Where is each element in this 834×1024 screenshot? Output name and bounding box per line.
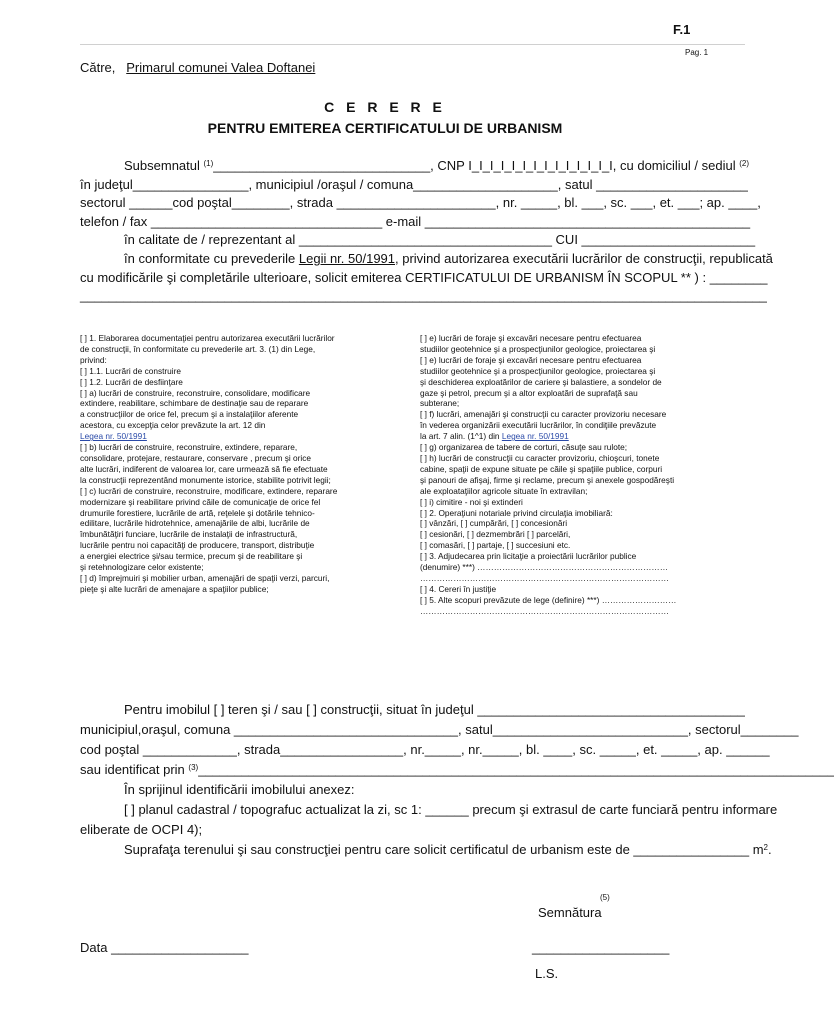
law-link[interactable]: Legea nr. 50/1991	[501, 431, 569, 442]
footnote-2: (2)	[739, 159, 750, 168]
purpose-item: [ ] cesionări, [ ] dezmembrări [ ] parcelări,	[420, 529, 571, 540]
purpose-item: subterane;	[420, 398, 460, 409]
footnote-3: (3)	[188, 763, 199, 772]
purpose-item: extindere, reabilitare, schimbare de destinaţie sau de reparare	[80, 398, 309, 409]
law-link[interactable]: Legii nr. 50/1991	[298, 250, 396, 266]
recipient-name: Primarul comunei Valea Doftanei	[126, 60, 316, 75]
purpose-item: şi deschiderea exploatărilor de cariere şi balastiere, a sondelor de	[420, 376, 662, 387]
purpose-item: studiilor geotehnice şi a prospecţiunilor geologice, proiectarea şi	[420, 343, 656, 354]
purpose-item: [ ] h) lucrări de construcţii cu caracter provizoriu, chioşcuri, tonete	[420, 452, 660, 463]
purpose-item: [ ] e) lucrări de foraje şi excavări necesare pentru efectuarea	[420, 354, 642, 365]
purpose-item: la construcţii reprezentând monumente istorice, stabilite potrivit legii;	[80, 474, 331, 485]
applicant-name-label: Subsemnatul	[124, 158, 204, 173]
purpose-item: [ ] 1.1. Lucrări de construire	[80, 365, 181, 376]
purpose-item: [ ] vânzări, [ ] cumpărări, [ ] concesionări	[420, 518, 568, 529]
purpose-item: [ ] b) lucrări de construire, reconstruire, extindere, reparare,	[80, 442, 298, 453]
purpose-item: [ ] 1. Elaborarea documentaţiei pentru autorizarea executării lucrărilor	[80, 333, 335, 343]
property-line-8	[80, 840, 772, 860]
document-title: C E R E R E	[324, 99, 446, 115]
applicant-cnp: ______________________________, CNP I_I_I_I_I_I_I_I_I_I_I_I_I_I, cu domiciliul / sediul	[213, 158, 740, 173]
applicant-line-2: în judeţul________________, municipiul /oraşul / comuna____________________, satul _____________________	[80, 176, 748, 192]
purpose-item: şi retehnologizare celor existente;	[80, 562, 204, 573]
applicant-line-7: cu modificările şi completările ulterioare, solicit emiterea CERTIFICATULUI DE URBANISM ÎN SCOPUL ** ) : ________	[80, 269, 768, 285]
applicant-line-8: _______________________________________________________________________________________________	[80, 288, 767, 304]
purpose-item: [ ] c) lucrări de construire, reconstruire, modificare, extindere, reparare	[80, 485, 338, 496]
seal-label: L.S.	[535, 966, 559, 981]
purpose-item: [ ] 1.2. Lucrări de desfiinţare	[80, 376, 183, 387]
surface-label: Suprafaţa terenului şi sau construcţiei pentru care solicit certificatul de urbanism este de ________________ m	[124, 842, 764, 857]
purpose-item: [ ] a) lucrări de construire, reconstruire, consolidare, modificare	[80, 387, 311, 398]
property-section	[80, 700, 834, 860]
document-subtitle: PENTRU EMITEREA CERTIFICATULUI DE URBANISM	[207, 120, 563, 136]
purpose-item: studiilor geotehnice şi a prospecţiunilor geologice, proiectarea şi	[420, 365, 656, 376]
law-suffix: , privind autorizarea executării lucrărilor de construcţii, republicată	[395, 250, 773, 266]
form-code: F.1	[673, 22, 691, 37]
square-superscript: 2	[763, 843, 768, 852]
purpose-item: modernizare şi reabilitare privind căile de comunicaţie de orice fel	[80, 496, 321, 507]
applicant-line-3: sectorul ______cod poştal________, strada ______________________, nr. _____, bl. ___, sc. ___, et. ___; ap. ____,	[80, 195, 761, 211]
purposes-left-column	[80, 333, 405, 595]
purpose-item: consolidare, protejare, restaurare, conservare , precum şi orice	[80, 452, 312, 463]
surface-period: .	[768, 842, 772, 857]
purpose-item: a construcţiilor de orice fel, precum şi a instalaţiilor aferente	[80, 409, 299, 420]
purpose-item: de construcţii, în conformitate cu prevederile art. 3. (1) din Lege,	[80, 343, 316, 354]
property-line-7: eliberate de OCPI 4);	[80, 822, 203, 837]
page-number: Pag. 1	[685, 48, 709, 57]
applicant-section	[80, 157, 773, 306]
law-link[interactable]: Legea nr. 50/1991	[80, 431, 147, 442]
purpose-item: şi panouri de afişaj, firme şi reclame, precum şi anexele gospodăreşti	[420, 474, 675, 485]
purpose-item: ………………………………………………………………………………	[420, 572, 669, 583]
purpose-item: îmbunătăţiri funciare, lucrările de instalaţii de infrastructură,	[80, 529, 298, 540]
recipient-line	[80, 60, 315, 75]
purpose-item: [ ] f) lucrări, amenajări şi construcţii cu caracter provizoriu necesare	[420, 409, 667, 420]
date-field: Data ___________________	[80, 940, 249, 955]
identified-by-blank: ________________________________________________________________________________________	[198, 762, 834, 777]
property-line-4	[80, 760, 834, 780]
purpose-item: lucrările pentru noi capacităţi de producere, transport, distribuţie	[80, 540, 315, 551]
property-line-5: În sprijinul identificării imobilului anexez:	[124, 782, 355, 797]
applicant-line-4: telefon / fax ________________________________ e-mail _____________________________________________	[80, 213, 751, 229]
purpose-item: [ ] 4. Cereri în justiţie	[420, 583, 497, 594]
purpose-item: [ ] comasări, [ ] partaje, [ ] succesiuni etc.	[420, 540, 571, 551]
purpose-item: acestora, cu excepţia celor prevăzute la art. 12 din	[80, 420, 266, 431]
purpose-item: pieţe şi alte lucrări de amenajare a spaţiilor publice;	[80, 583, 269, 594]
purpose-item: edilitare, lucrările hidrotehnice, amenajările de albi, lucrările de	[80, 518, 310, 529]
applicant-line-6	[80, 250, 773, 269]
purpose-item	[420, 431, 750, 442]
signature-label: Semnătura	[538, 905, 602, 920]
property-line-2: municipiul,oraşul, comuna _______________________________, satul___________________________, sectorul________	[80, 722, 799, 737]
property-line-1: Pentru imobilul [ ] teren şi / sau [ ] construcţii, situat în judeţul _____________________________________	[124, 702, 745, 717]
property-line-6: [ ] planul cadastral / topografuc actualizat la zi, sc 1: ______ precum şi extrasul de carte funciară pentru informare	[124, 802, 778, 817]
purpose-item: drumurile forestiere, lucrările de artă, reţelele şi dotările tehnico-	[80, 507, 315, 518]
footnote-5: (5)	[600, 893, 610, 902]
purpose-item: [ ] e) lucrări de foraje şi excavări necesare pentru efectuarea	[420, 333, 642, 343]
purpose-item: ………………………………………………………………………………	[420, 605, 669, 616]
footnote-1: (1)	[203, 159, 214, 168]
purpose-item: alte lucrări, indiferent de valoarea lor, care urmează să fie efectuate	[80, 463, 328, 474]
purpose-item: [ ] 2. Operaţiuni notariale privind circulaţia imobiliară:	[420, 507, 613, 518]
applicant-line-1	[80, 157, 748, 176]
identified-by-label: sau identificat prin	[80, 762, 189, 777]
to-label: Către,	[80, 60, 116, 75]
law-prefix: în conformitate cu prevederile	[124, 250, 299, 266]
purpose-item: a energiei electrice şi/sau termice, precum şi de reabilitare şi	[80, 551, 303, 562]
purpose-item: gaze şi petrol, precum şi a altor exploatări de suprafaţă sau	[420, 387, 638, 398]
purpose-item: privind:	[80, 354, 107, 365]
purpose-text: la art. 7 alin. (1^1) din	[420, 431, 502, 442]
purpose-item: ale exploataţiilor agricole situate în extravilan;	[420, 485, 588, 496]
applicant-line-5: în calitate de / reprezentant al ___________________________________ CUI ________________________	[124, 232, 756, 248]
purposes-right-column	[420, 333, 750, 617]
header-divider	[80, 44, 745, 45]
signature-line: ___________________	[532, 940, 670, 955]
purpose-item: cabine, spaţii de expune situate pe căile şi spaţiile publice, corpuri	[420, 463, 663, 474]
purpose-item: [ ] 3. Adjudecarea prin licitaţie a proiectării lucrărilor publice	[420, 551, 637, 562]
purpose-item: [ ] i) cimitire - noi şi extinderi	[420, 496, 523, 507]
purpose-item: [ ] 5. Alte scopuri prevăzute de lege (definire) ***) ………………………	[420, 594, 677, 605]
property-line-3: cod poştal _____________, strada_________________, nr._____, nr._____, bl. ____, sc. _____, et. _____, ap. ______	[80, 742, 770, 757]
purpose-item: [ ] g) organizarea de tabere de corturi, căsuţe sau rulote;	[420, 442, 628, 453]
purpose-item: în vederea organizării executării lucrărilor, în condiţiile prevăzute	[420, 420, 657, 431]
purpose-item: [ ] d) împrejmuiri şi mobilier urban, amenajări de spaţii verzi, parcuri,	[80, 572, 330, 583]
purpose-item: (denumire) ***) ……………………………………………………………	[420, 562, 669, 573]
